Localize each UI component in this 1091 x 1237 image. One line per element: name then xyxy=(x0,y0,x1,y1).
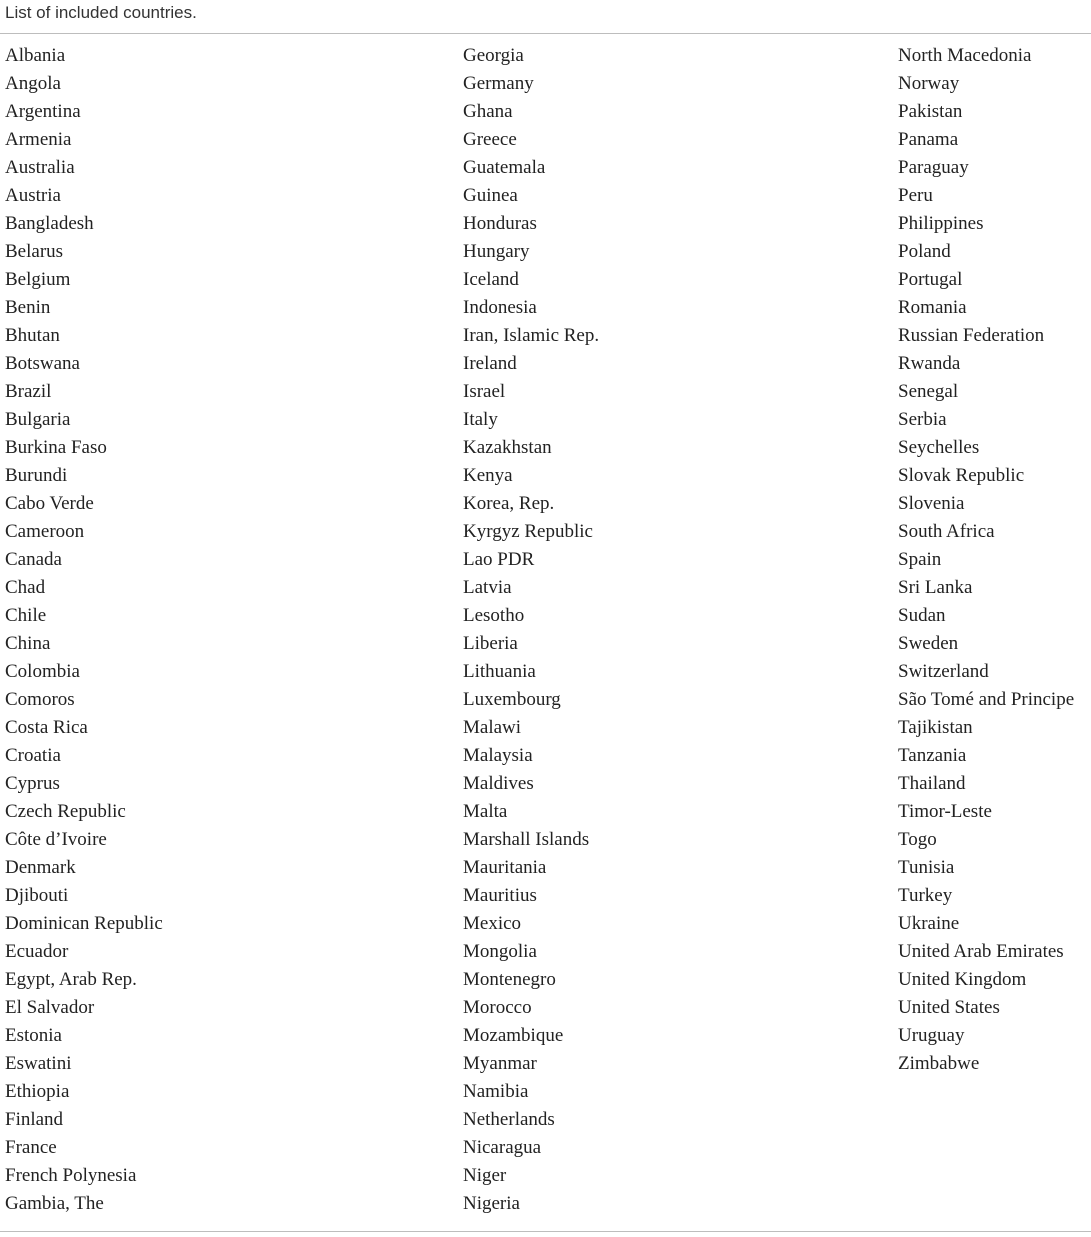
country-item: Italy xyxy=(463,409,498,430)
country-item: Brazil xyxy=(5,381,52,402)
country-item: Belarus xyxy=(5,241,64,262)
country-item: Slovenia xyxy=(898,493,965,514)
country-item: Kyrgyz Republic xyxy=(463,521,593,542)
country-item: Maldives xyxy=(463,773,534,794)
country-item: Pakistan xyxy=(898,101,963,122)
country-item: Luxembourg xyxy=(463,689,561,710)
country-item: Cameroon xyxy=(5,521,85,542)
country-item: Norway xyxy=(898,73,960,94)
country-item: Guinea xyxy=(463,185,518,206)
country-item: Poland xyxy=(898,241,951,262)
country-item: Turkey xyxy=(898,885,953,906)
country-column-1 xyxy=(5,42,163,1218)
country-item: Slovak Republic xyxy=(898,465,1025,486)
country-item: Estonia xyxy=(5,1025,62,1046)
country-item: Thailand xyxy=(898,773,966,794)
country-item: Finland xyxy=(5,1109,64,1130)
country-item: Zimbabwe xyxy=(898,1053,980,1074)
country-item: São Tomé and Principe xyxy=(898,689,1075,710)
country-item: South Africa xyxy=(898,521,995,542)
country-item: Eswatini xyxy=(5,1053,72,1074)
country-item: Côte d’Ivoire xyxy=(5,829,107,850)
country-item: Denmark xyxy=(5,857,76,878)
country-item: Philippines xyxy=(898,213,984,234)
country-item: Lesotho xyxy=(463,605,525,626)
country-item: Kenya xyxy=(463,465,513,486)
country-item: Ghana xyxy=(463,101,513,122)
country-item: Honduras xyxy=(463,213,537,234)
country-item: Ecuador xyxy=(5,941,69,962)
country-item: Rwanda xyxy=(898,353,961,374)
country-item: Angola xyxy=(5,73,61,94)
country-item: Russian Federation xyxy=(898,325,1045,346)
country-item: Indonesia xyxy=(463,297,537,318)
country-item: Georgia xyxy=(463,45,524,66)
country-item: Morocco xyxy=(463,997,532,1018)
country-item: Croatia xyxy=(5,745,61,766)
country-item: Burkina Faso xyxy=(5,437,107,458)
country-item: Niger xyxy=(463,1165,507,1186)
country-item: United Arab Emirates xyxy=(898,941,1064,962)
country-item: Uruguay xyxy=(898,1025,965,1046)
country-item: Namibia xyxy=(463,1081,529,1102)
country-item: Guatemala xyxy=(463,157,546,178)
country-item: Chile xyxy=(5,605,47,626)
country-item: Myanmar xyxy=(463,1053,537,1074)
country-item: Senegal xyxy=(898,381,959,402)
country-item: Mauritania xyxy=(463,857,547,878)
country-item: Ireland xyxy=(463,353,517,374)
country-item: Mauritius xyxy=(463,885,537,906)
country-item: Greece xyxy=(463,129,517,150)
country-item: Germany xyxy=(463,73,534,94)
country-item: Spain xyxy=(898,549,942,570)
country-item: Togo xyxy=(898,829,937,850)
country-item: El Salvador xyxy=(5,997,95,1018)
country-item: United States xyxy=(898,997,1000,1018)
country-item: Nigeria xyxy=(463,1193,520,1214)
country-item: Panama xyxy=(898,129,959,150)
country-item: Benin xyxy=(5,297,51,318)
country-item: Djibouti xyxy=(5,885,69,906)
country-item: Argentina xyxy=(5,101,81,122)
country-item: Costa Rica xyxy=(5,717,88,738)
country-item: Bulgaria xyxy=(5,409,71,430)
country-item: Australia xyxy=(5,157,75,178)
table-caption: List of included countries. xyxy=(5,3,197,22)
country-item: Montenegro xyxy=(463,969,556,990)
country-item: Peru xyxy=(898,185,933,206)
country-item: Tanzania xyxy=(898,745,967,766)
country-item: Malta xyxy=(463,801,508,822)
country-item: Botswana xyxy=(5,353,80,374)
country-item: Lao PDR xyxy=(463,549,535,570)
country-item: Malaysia xyxy=(463,745,533,766)
country-column-2 xyxy=(463,42,599,1218)
country-item: Sri Lanka xyxy=(898,577,973,598)
country-item: Colombia xyxy=(5,661,80,682)
country-item: Czech Republic xyxy=(5,801,126,822)
country-item: Romania xyxy=(898,297,967,318)
country-item: Canada xyxy=(5,549,62,570)
country-item: Ethiopia xyxy=(5,1081,70,1102)
country-item: Cyprus xyxy=(5,773,60,794)
country-item: Switzerland xyxy=(898,661,989,682)
country-item: Burundi xyxy=(5,465,68,486)
bottom-rule xyxy=(0,1231,1091,1232)
country-item: Gambia, The xyxy=(5,1193,104,1214)
country-item: France xyxy=(5,1137,57,1158)
country-item: Sweden xyxy=(898,633,959,654)
country-item: Chad xyxy=(5,577,46,598)
country-column-3 xyxy=(898,42,1074,1078)
country-item: French Polynesia xyxy=(5,1165,137,1186)
country-item: Malawi xyxy=(463,717,522,738)
country-item: Timor-Leste xyxy=(898,801,992,822)
country-item: Ukraine xyxy=(898,913,960,934)
country-item: Cabo Verde xyxy=(5,493,94,514)
country-item: Kazakhstan xyxy=(463,437,552,458)
country-item: Korea, Rep. xyxy=(463,493,555,514)
country-item: Hungary xyxy=(463,241,530,262)
country-item: Nicaragua xyxy=(463,1137,542,1158)
country-item: Mexico xyxy=(463,913,522,934)
country-item: Tajikistan xyxy=(898,717,973,738)
country-item: Bhutan xyxy=(5,325,60,346)
country-item: Portugal xyxy=(898,269,963,290)
country-item: North Macedonia xyxy=(898,45,1032,66)
country-item: Liberia xyxy=(463,633,518,654)
country-item: Mozambique xyxy=(463,1025,564,1046)
country-item: Paraguay xyxy=(898,157,969,178)
country-item: United Kingdom xyxy=(898,969,1027,990)
country-item: Comoros xyxy=(5,689,75,710)
country-item: Iceland xyxy=(463,269,519,290)
country-item: Belgium xyxy=(5,269,71,290)
country-item: Austria xyxy=(5,185,61,206)
country-item: Latvia xyxy=(463,577,512,598)
country-item: Sudan xyxy=(898,605,946,626)
country-item: Egypt, Arab Rep. xyxy=(5,969,137,990)
country-item: Bangladesh xyxy=(5,213,94,234)
country-item: Marshall Islands xyxy=(463,829,590,850)
country-item: Serbia xyxy=(898,409,947,430)
country-item: Netherlands xyxy=(463,1109,555,1130)
country-item: Dominican Republic xyxy=(5,913,163,934)
country-item: Armenia xyxy=(5,129,72,150)
country-item: Israel xyxy=(463,381,506,402)
country-item: Lithuania xyxy=(463,661,536,682)
country-item: Iran, Islamic Rep. xyxy=(463,325,600,346)
country-item: Tunisia xyxy=(898,857,955,878)
country-item: Albania xyxy=(5,45,66,66)
country-item: Mongolia xyxy=(463,941,537,962)
top-rule xyxy=(0,33,1091,34)
country-item: Seychelles xyxy=(898,437,980,458)
country-item: China xyxy=(5,633,51,654)
